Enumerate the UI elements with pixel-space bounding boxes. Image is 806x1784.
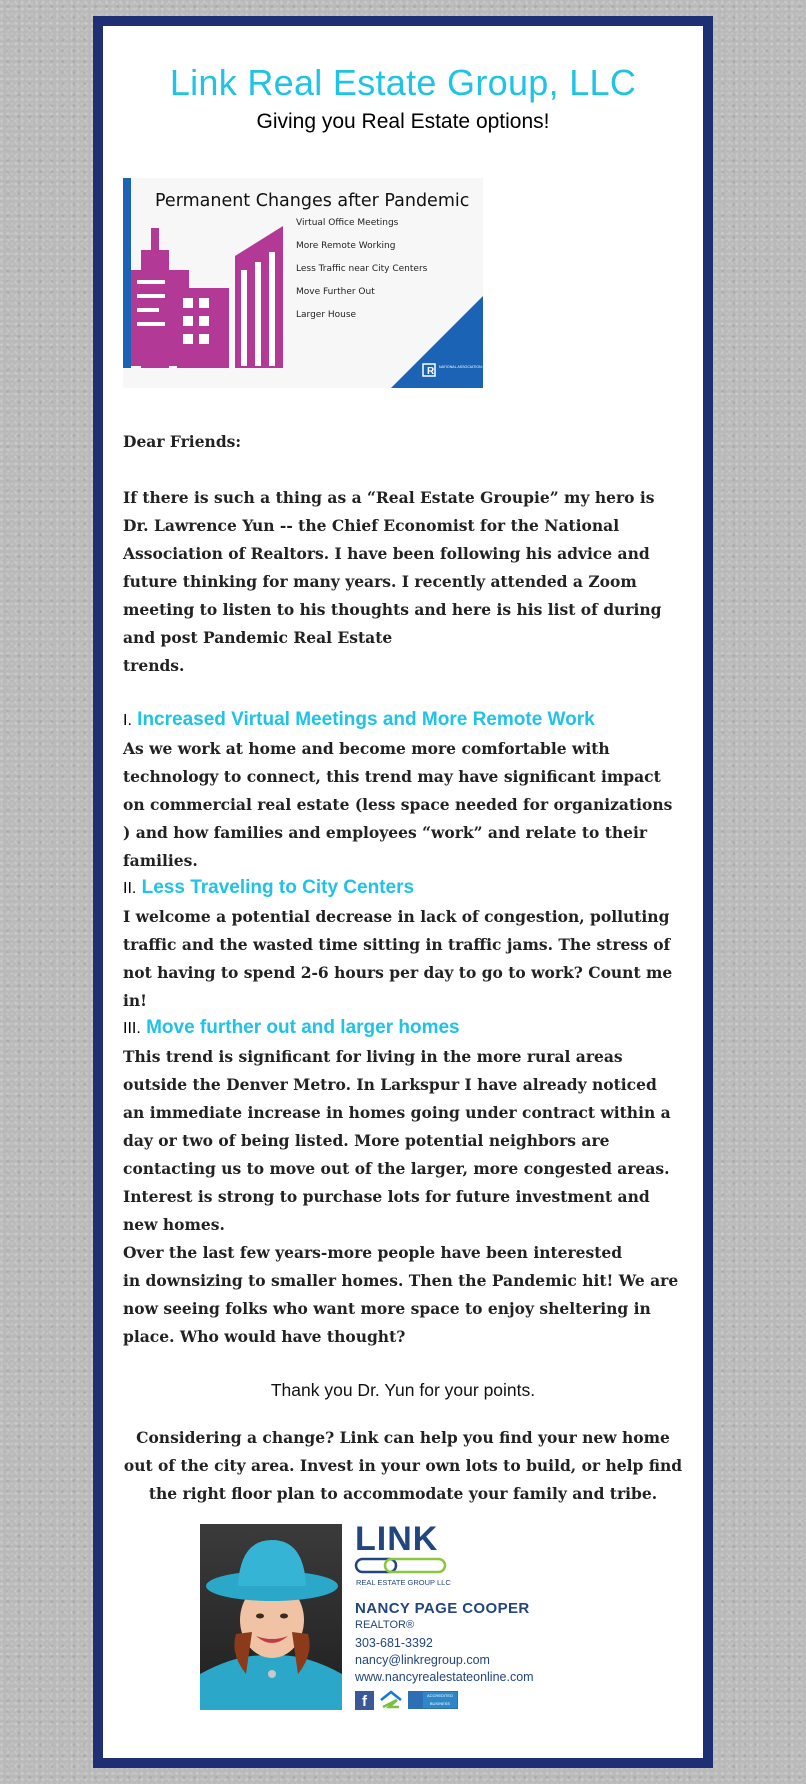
newsletter-frame: [93, 16, 713, 1768]
closing-paragraph: Considering a change? Link can help you find your new home out of the city area. Invest in your own lots to build, or help find the right floor plan to accommodate your family and tribe.: [123, 1428, 683, 1503]
letter-greeting: Dear Friends:: [123, 432, 242, 451]
section-body-larger-homes: This trend is significant for living in the more rural areas outside the Denver Metro. In Larkspur I have already noticed an immediate increase in homes going under contract within a day or two of being listed. More potential neighbors are contacting us to move out of the larger, more congested areas. Interest is strong to purchase lots for future investment and new homes.: [123, 1047, 671, 1234]
link-logo-rings: [355, 1556, 447, 1576]
downsizing-rest: in downsizing to smaller homes. Then the Pandemic hit! We are now seeing folks who want more space to enjoy sheltering in place. Who would have thought?: [123, 1271, 679, 1346]
section-title: Move further out and larger homes: [146, 1017, 460, 1038]
banner-item: Larger House: [296, 310, 357, 320]
banner-item: Less Traffic near City Centers: [296, 264, 428, 274]
pandemic-changes-banner: [123, 178, 506, 388]
agent-signature-block: [200, 1520, 560, 1710]
section-number: II.: [123, 880, 137, 897]
agent-title: REALTOR®: [355, 1619, 415, 1631]
section-number: I.: [123, 712, 132, 729]
agent-portrait-illustration: [200, 1524, 342, 1710]
company-title: Link Real Estate Group, LLC: [169, 62, 637, 103]
agent-photo: [200, 1524, 342, 1710]
facebook-icon[interactable]: f: [355, 1691, 374, 1710]
section-title: Increased Virtual Meetings and More Remote Work: [137, 709, 595, 730]
section-heading-larger-homes: [123, 1015, 683, 1042]
intro-paragraph: [123, 484, 683, 680]
bbb-accredited-badge[interactable]: [408, 1691, 458, 1709]
section-body-city-centers: I welcome a potential decrease in lack of congestion, polluting traffic and the wasted time sitting in traffic jams. The stress of not having to spend 2-6 hours per day to go to work? Count me in!: [123, 907, 673, 1010]
intro-text: If there is such a thing as a “Real Estate Groupie” my hero is Dr. Lawrence Yun -- the Chief Economist for the National Association of Realtors. I have been following his advice and future thinking for many years. I recently attended a Zoom meeting to listen to his thoughts and here is his list of during and post Pandemic Real Estate: [123, 488, 662, 647]
banner-title: Permanent Changes after Pandemic: [155, 191, 470, 211]
section-heading-virtual-meetings: [123, 707, 683, 734]
svg-text:R: R: [427, 366, 435, 377]
agent-name: NANCY PAGE COOPER: [355, 1600, 530, 1617]
banner-item: Virtual Office Meetings: [296, 218, 399, 228]
thank-you-line: Thank you Dr. Yun for your points.: [270, 1380, 536, 1400]
bbb-icon: [409, 1692, 423, 1708]
bbb-badge-text: ACCREDITED BUSINESS: [423, 1692, 457, 1708]
nar-logo-corner: [391, 296, 506, 388]
social-links: [355, 1690, 458, 1710]
agent-phone[interactable]: 303-681-3392: [355, 1636, 433, 1650]
nar-logo-text: NATIONAL ASSOCIATION of REALTORS: [439, 365, 506, 369]
downsizing-line-1: Over the last few years-more people have been interested: [123, 1243, 623, 1262]
section-number: III.: [123, 1020, 141, 1037]
link-logo-text: LINK: [355, 1520, 439, 1558]
banner-item: Move Further Out: [296, 287, 375, 297]
banner-item: More Remote Working: [296, 241, 396, 251]
section-heading-city-centers: [123, 875, 683, 902]
newsletter-paper: [103, 26, 703, 1758]
downsizing-paragraph: [123, 1239, 683, 1351]
link-logo-subtitle: REAL ESTATE GROUP LLC: [356, 1578, 451, 1587]
agent-website-link[interactable]: www.nancyrealestateonline.com: [355, 1670, 534, 1684]
section-body-virtual-meetings: As we work at home and become more comfortable with technology to connect, this trend may have significant impact on commercial real estate (less space needed for organizations ) and how families and employees “work” and relate to their families.: [123, 739, 673, 870]
company-tagline: Giving you Real Estate options!: [256, 110, 550, 133]
agent-email-link[interactable]: nancy@linkregroup.com: [355, 1653, 490, 1667]
section-title: Less Traveling to City Centers: [141, 877, 415, 898]
zillow-icon[interactable]: [379, 1690, 403, 1710]
intro-tail: trends.: [123, 656, 185, 675]
